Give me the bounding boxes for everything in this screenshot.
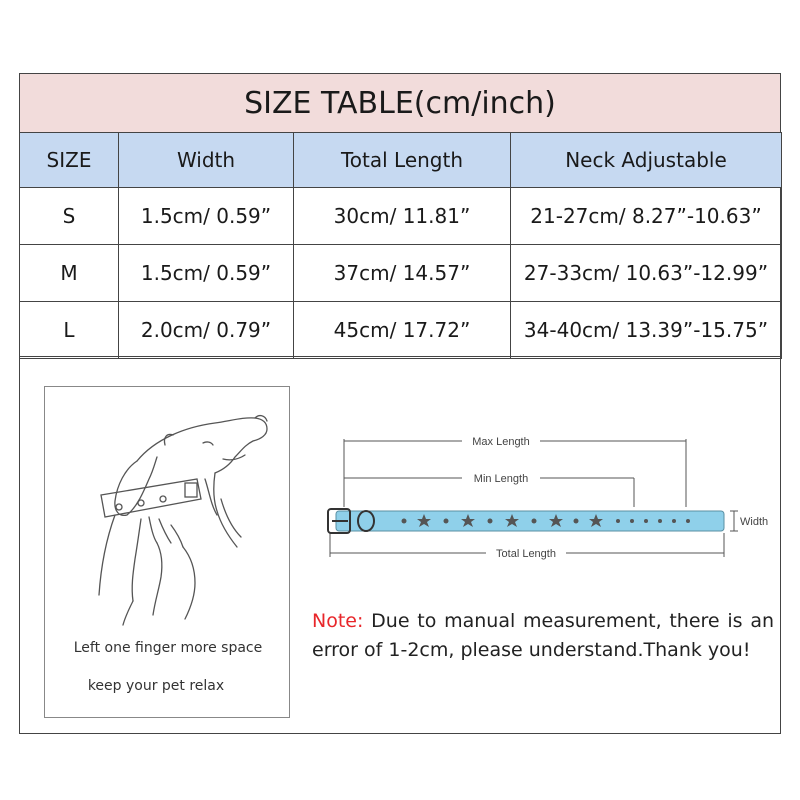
cell-width: 2.0cm/ 0.79”	[119, 302, 294, 359]
note-label: Note:	[312, 610, 364, 632]
cell-total-length: 37cm/ 14.57”	[294, 245, 511, 302]
dog-collar-fit-illustration	[45, 387, 289, 627]
table-row	[20, 245, 782, 302]
table-header-row	[20, 133, 782, 188]
measurement-note	[312, 607, 774, 665]
cell-width: 1.5cm/ 0.59”	[119, 245, 294, 302]
min-length-label: Min Length	[473, 473, 529, 485]
cell-total-length: 30cm/ 11.81”	[294, 188, 511, 245]
width-label: Width	[740, 516, 769, 528]
note-text: Due to manual measurement, there is an error of 1-2cm, please understand.Thank you!	[312, 610, 774, 661]
size-table	[19, 132, 782, 359]
dog-caption-pet-relax: keep your pet relax	[87, 678, 225, 694]
header-total-length: Total Length	[294, 133, 511, 188]
table-row	[20, 188, 782, 245]
cell-size: L	[20, 302, 119, 359]
dog-caption-finger-space: Left one finger more space	[73, 640, 263, 656]
collar-measurement-diagram	[318, 425, 778, 570]
header-neck-adjustable: Neck Adjustable	[511, 133, 782, 188]
cell-neck-adjustable: 34-40cm/ 13.39”-15.75”	[511, 302, 782, 359]
cell-size: S	[20, 188, 119, 245]
cell-total-length: 45cm/ 17.72”	[294, 302, 511, 359]
header-width: Width	[119, 133, 294, 188]
max-length-label: Max Length	[472, 436, 530, 448]
cell-width: 1.5cm/ 0.59”	[119, 188, 294, 245]
total-length-label: Total Length	[496, 548, 556, 560]
cell-neck-adjustable: 27-33cm/ 10.63”-12.99”	[511, 245, 782, 302]
header-size: SIZE	[20, 133, 119, 188]
size-table-title: SIZE TABLE(cm/inch)	[19, 73, 781, 133]
cell-neck-adjustable: 21-27cm/ 8.27”-10.63”	[511, 188, 782, 245]
table-row	[20, 302, 782, 359]
dog-illustration-panel	[44, 386, 290, 718]
cell-size: M	[20, 245, 119, 302]
